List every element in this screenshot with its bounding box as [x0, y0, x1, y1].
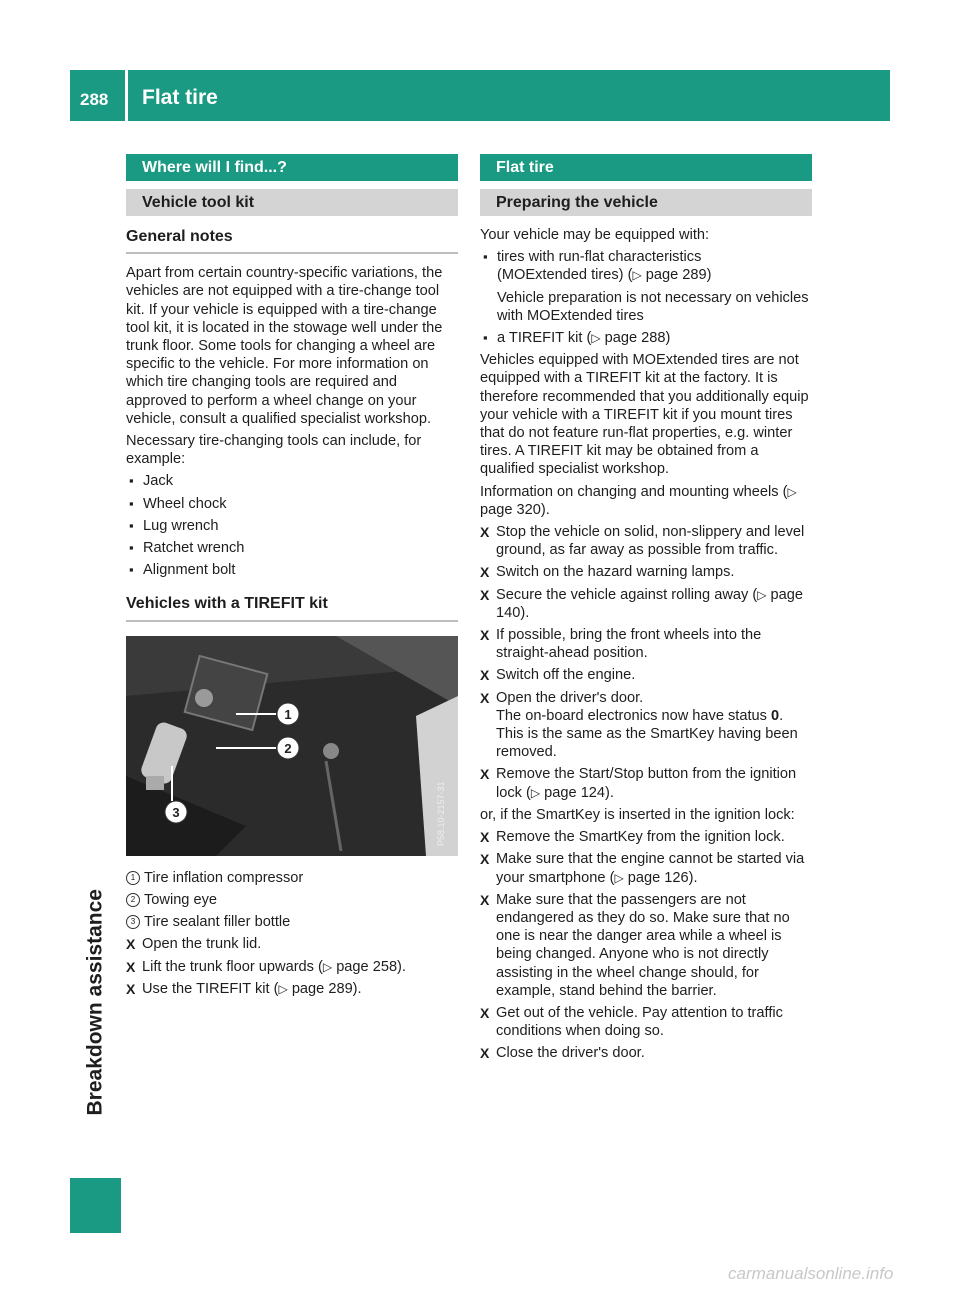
- equipment-item: ▪ a TIREFIT kit (▷ page 288): [480, 329, 812, 347]
- subsection-heading-tool-kit: Vehicle tool kit: [126, 189, 458, 216]
- figure-code: P58.10-2157-31: [436, 781, 446, 846]
- legend-item: [126, 913, 458, 931]
- step-open-door: X Open the driver's door.: [480, 689, 812, 707]
- legend-item: [126, 891, 458, 909]
- page-ref-icon: ▷: [591, 331, 601, 346]
- page-ref-icon: ▷: [614, 870, 624, 885]
- left-column: [126, 154, 458, 1002]
- legend-text: Tire inflation compressor: [144, 869, 304, 886]
- side-tab: [70, 889, 121, 1120]
- side-tab-marker: [70, 1178, 121, 1233]
- page-number: 288: [80, 90, 109, 109]
- page-ref-icon: ▷: [632, 268, 642, 283]
- page-ref-icon: ▷: [757, 587, 767, 602]
- side-tab-label: Breakdown assistance: [83, 889, 107, 1116]
- watermark: carmanualsonline.info: [728, 1264, 894, 1283]
- step-remove-start-stop: X Remove the Start/Stop button from the ignition lock (▷ page 124).: [480, 765, 812, 801]
- legend-item: [126, 869, 458, 887]
- step-hazard-lamps: X Switch on the hazard warning lamps.: [480, 563, 812, 581]
- page-ref-icon: ▷: [530, 785, 541, 800]
- subsection-heading-preparing: Preparing the vehicle: [480, 189, 812, 216]
- tool-item: ▪ Ratchet wrench: [126, 539, 458, 557]
- page-ref-icon: ▷: [787, 484, 797, 499]
- legend-number: 2: [126, 893, 140, 907]
- step-open-trunk: X Open the trunk lid.: [126, 935, 458, 953]
- page-ref[interactable]: page 289): [645, 267, 712, 284]
- step-secure-vehicle: X Secure the vehicle against rolling away (▷ page 140).: [480, 586, 812, 622]
- step-text: Lift the trunk floor upwards (: [142, 958, 323, 975]
- step-remove-smartkey: X Remove the SmartKey from the ignition lock.: [480, 828, 812, 846]
- tool-item: ▪ Lug wrench: [126, 517, 458, 535]
- right-column: [480, 154, 812, 1067]
- step-engine-off: X Switch off the engine.: [480, 666, 812, 684]
- callout-2: 2: [284, 740, 292, 756]
- moextended-text: Vehicles equipped with MOExtended tires are not equipped with a TIREFIT kit at the factory. It is therefore recommended that you additionally equip your vehicle with a TIREFIT kit if you mount tires that do not feature run-flat properties, e.g. winter tires. A TIREFIT kit may be obtained from a qualified specialist workshop.: [480, 352, 809, 478]
- tool-item: ▪ Alignment bolt: [126, 561, 458, 579]
- step-front-wheels: X If possible, bring the front wheels into the straight-ahead position.: [480, 626, 812, 662]
- general-notes-text: Apart from certain country-specific variations, the vehicles are not equipped with a tire-change tool kit. If your vehicle is equipped with a tire-change tool kit, it is located in the stowage well under the trunk floor. Some tools for changing a wheel are specific to the vehicle. For more information on which tire changing tools are required and approved to perform a wheel change on your vehicle, consult a qualified specialist workshop.: [126, 265, 443, 427]
- page-ref-icon: ▷: [278, 981, 288, 996]
- status-value: 0: [771, 707, 780, 724]
- status-note: The on-board electronics now have status 0. This is the same as the SmartKey having been removed.: [496, 707, 798, 761]
- page-ref[interactable]: page 289).: [291, 980, 362, 997]
- step-smartphone: X Make sure that the engine cannot be started via your smartphone (▷ page 126).: [480, 850, 812, 886]
- page-ref[interactable]: page 288): [604, 330, 671, 347]
- legend-number: 1: [126, 871, 140, 885]
- page-ref[interactable]: page 124).: [544, 784, 614, 801]
- page-ref[interactable]: page 320).: [480, 501, 550, 518]
- step-text: Use the TIREFIT kit (: [142, 980, 279, 997]
- legend-text: Towing eye: [144, 892, 218, 909]
- step-get-out: X Get out of the vehicle. Pay attention to traffic conditions when doing so.: [480, 1004, 812, 1040]
- page-ref-icon: ▷: [322, 959, 333, 974]
- tools-intro: Necessary tire-changing tools can include, for example:: [126, 433, 422, 468]
- page-ref[interactable]: page 258).: [336, 958, 406, 975]
- equipment-note: Vehicle preparation is not necessary on vehicles with MOExtended tires: [497, 289, 809, 324]
- step-passengers: X Make sure that the passengers are not endangered as they do so. Make sure that no one is near the danger area while a wheel is being changed. Anyone who is not directly assisting in the wheel change should, for example, stand behind the barrier.: [480, 891, 812, 1000]
- step-close-door: X Close the driver's door.: [480, 1044, 812, 1062]
- equipment-ref: (MOExtended tires) (▷ page 289): [497, 267, 712, 284]
- intro-text: Your vehicle may be equipped with:: [480, 227, 710, 243]
- or-text: or, if the SmartKey is inserted in the ignition lock:: [480, 806, 795, 823]
- tirefit-kit-photo: [126, 636, 458, 856]
- tool-item: ▪ Wheel chock: [126, 495, 458, 513]
- section-heading-flat-tire: Flat tire: [480, 154, 812, 181]
- header-title: Flat tire: [142, 86, 218, 109]
- section-heading-where: Where will I find...?: [126, 154, 458, 181]
- legend-number: 3: [126, 915, 140, 929]
- tool-item: ▪ Jack: [126, 472, 458, 490]
- wheel-info-text: Information on changing and mounting wheels (▷ page 320).: [480, 483, 797, 518]
- heading-general-notes: General notes: [126, 228, 458, 254]
- legend-text: Tire sealant filler bottle: [144, 914, 291, 931]
- page-ref[interactable]: page 126).: [627, 869, 698, 886]
- callout-3: 3: [172, 804, 180, 820]
- heading-tirefit-kit: Vehicles with a TIREFIT kit: [126, 595, 458, 621]
- step-use-tirefit: [126, 980, 458, 998]
- step-lift-floor: [126, 958, 458, 976]
- header-separator: [125, 70, 128, 121]
- callout-1: 1: [284, 706, 292, 722]
- step-stop-vehicle: X Stop the vehicle on solid, non-slippery and level ground, as far away as possible from traffic.: [480, 523, 812, 559]
- page-ref[interactable]: page 140).: [496, 586, 803, 621]
- equipment-item: ▪ tires with run-flat characteristics: [480, 248, 812, 266]
